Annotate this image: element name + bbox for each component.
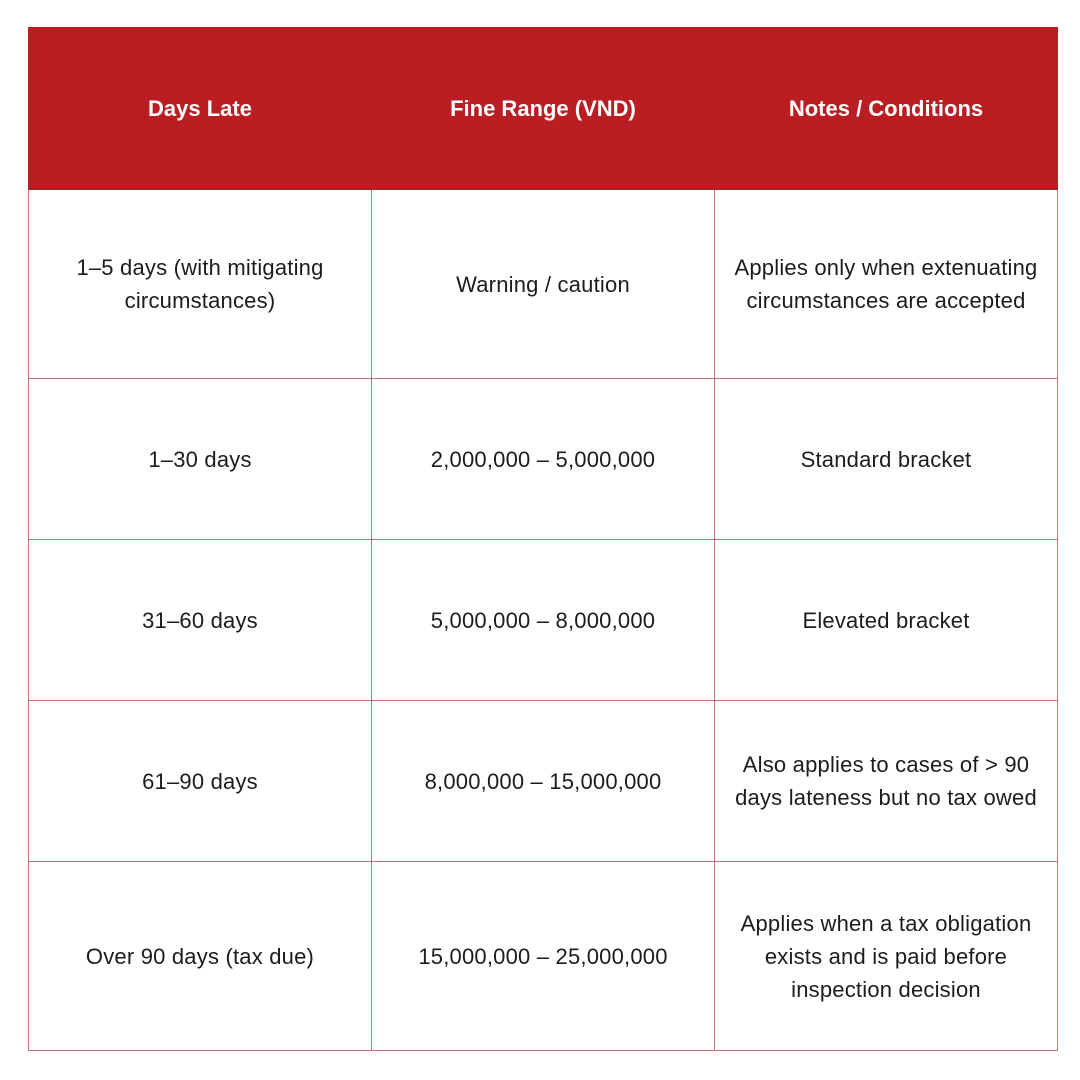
table-row (29, 862, 1058, 1051)
table-header-row (29, 28, 1058, 190)
cell-days-late: Over 90 days (tax due) (29, 862, 372, 1051)
cell-notes: Also applies to cases of > 90 days lateness but no tax owed (715, 701, 1058, 862)
cell-fine-range: Warning / caution (372, 190, 715, 379)
header-fine-range: Fine Range (VND) (372, 28, 715, 190)
cell-notes: Applies when a tax obligation exists and is paid before inspection decision (715, 862, 1058, 1051)
cell-fine-range: 15,000,000 – 25,000,000 (372, 862, 715, 1051)
header-notes-conditions: Notes / Conditions (715, 28, 1058, 190)
cell-days-late: 1–30 days (29, 379, 372, 540)
cell-fine-range: 8,000,000 – 15,000,000 (372, 701, 715, 862)
table-row (29, 701, 1058, 862)
cell-fine-range: 2,000,000 – 5,000,000 (372, 379, 715, 540)
cell-notes: Applies only when extenuating circumstances are accepted (715, 190, 1058, 379)
table-row (29, 190, 1058, 379)
cell-notes: Standard bracket (715, 379, 1058, 540)
cell-days-late: 61–90 days (29, 701, 372, 862)
cell-days-late: 31–60 days (29, 540, 372, 701)
cell-fine-range: 5,000,000 – 8,000,000 (372, 540, 715, 701)
cell-days-late: 1–5 days (with mitigating circumstances) (29, 190, 372, 379)
table-row (29, 379, 1058, 540)
header-days-late: Days Late (29, 28, 372, 190)
late-filing-fines-table (28, 27, 1058, 1051)
cell-notes: Elevated bracket (715, 540, 1058, 701)
table-row (29, 540, 1058, 701)
